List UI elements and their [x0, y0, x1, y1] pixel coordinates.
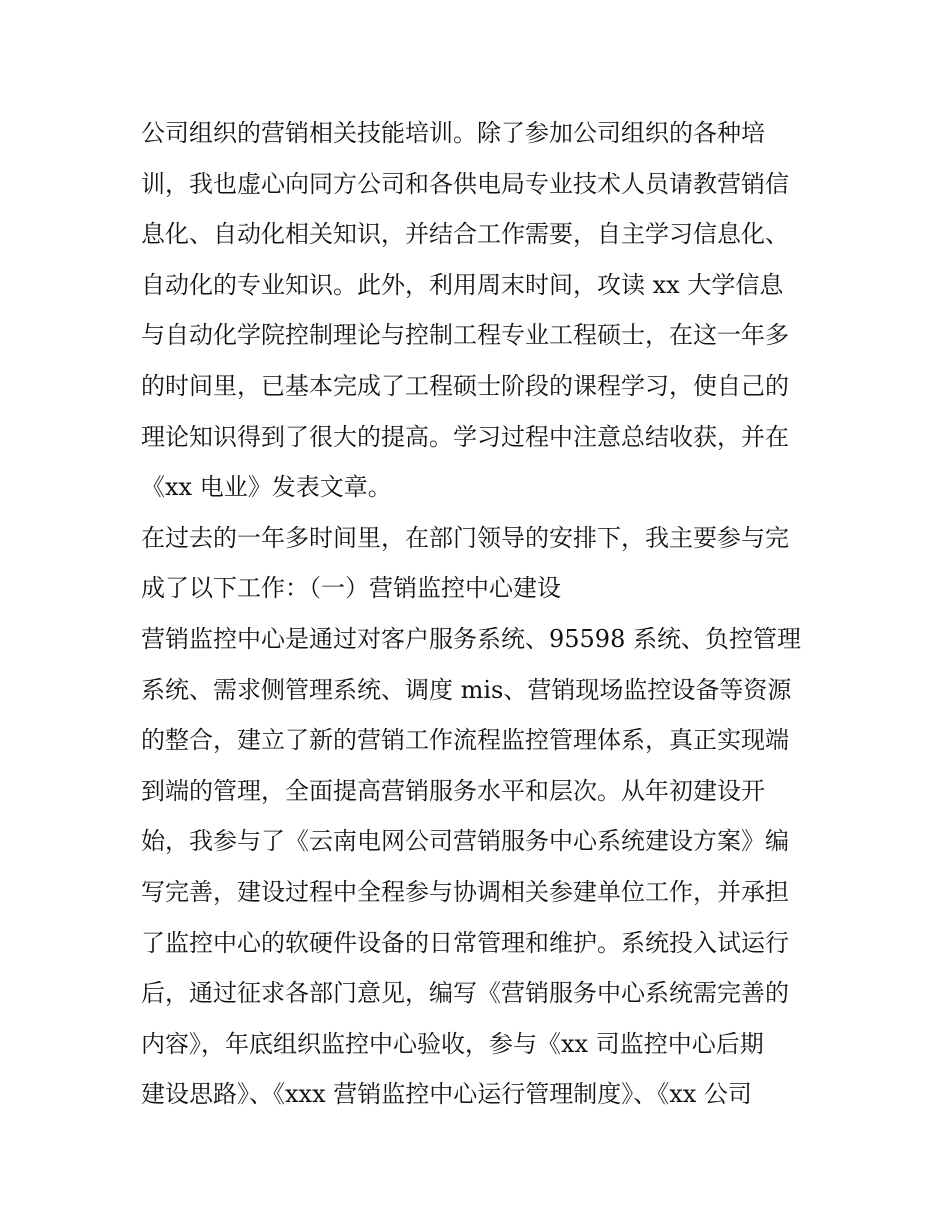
text-line: 息化、自动化相关知识，并结合工作需要，自主学习信息化、	[141, 220, 789, 249]
text-line: 在过去的一年多时间里，在部门领导的安排下，我主要参与完	[141, 523, 789, 552]
text-line: 写完善，建设过程中全程参与协调相关参建单位工作，并承担	[141, 877, 789, 906]
text-line: 到端的管理，全面提高营销服务水平和层次。从年初建设开	[141, 776, 765, 805]
text-line: 的时间里，已基本完成了工程硕士阶段的课程学习，使自己的	[141, 371, 789, 400]
text-line: 理论知识得到了很大的提高。学习过程中注意总结收获，并在	[141, 422, 789, 451]
text-line: 建设思路》、《xxx 营销监控中心运行管理制度》、《xx 公司	[141, 1080, 752, 1109]
text-line: 了监控中心的软硬件设备的日常管理和维护。系统投入试运行	[141, 928, 789, 957]
text-line: 成了以下工作：（一）营销监控中心建设	[141, 574, 561, 603]
text-line: 自动化的专业知识。此外，利用周末时间，攻读 xx 大学信息	[141, 270, 784, 299]
text-line: 与自动化学院控制理论与控制工程专业工程硕士，在这一年多	[141, 321, 789, 350]
text-line: 始，我参与了《云南电网公司营销服务中心系统建设方案》编	[141, 827, 789, 856]
text-line: 的整合，建立了新的营销工作流程监控管理体系，真正实现端	[141, 726, 789, 755]
text-line: 系统、需求侧管理系统、调度 mis、营销现场监控设备等资源	[141, 675, 792, 704]
text-line: 《xx 电业》发表文章。	[141, 473, 392, 502]
text-line: 训，我也虚心向同方公司和各供电局专业技术人员请教营销信	[141, 169, 789, 198]
body-text	[141, 108, 821, 1120]
text-line: 营销监控中心是通过对客户服务系统、95598 系统、负控管理	[141, 624, 801, 653]
text-line: 后，通过征求各部门意见，编写《营销服务中心系统需完善的	[141, 979, 789, 1008]
text-line: 公司组织的营销相关技能培训。除了参加公司组织的各种培	[141, 119, 765, 147]
text-line: 内容》，年底组织监控中心验收，参与《xx 司监控中心后期	[141, 1029, 764, 1058]
